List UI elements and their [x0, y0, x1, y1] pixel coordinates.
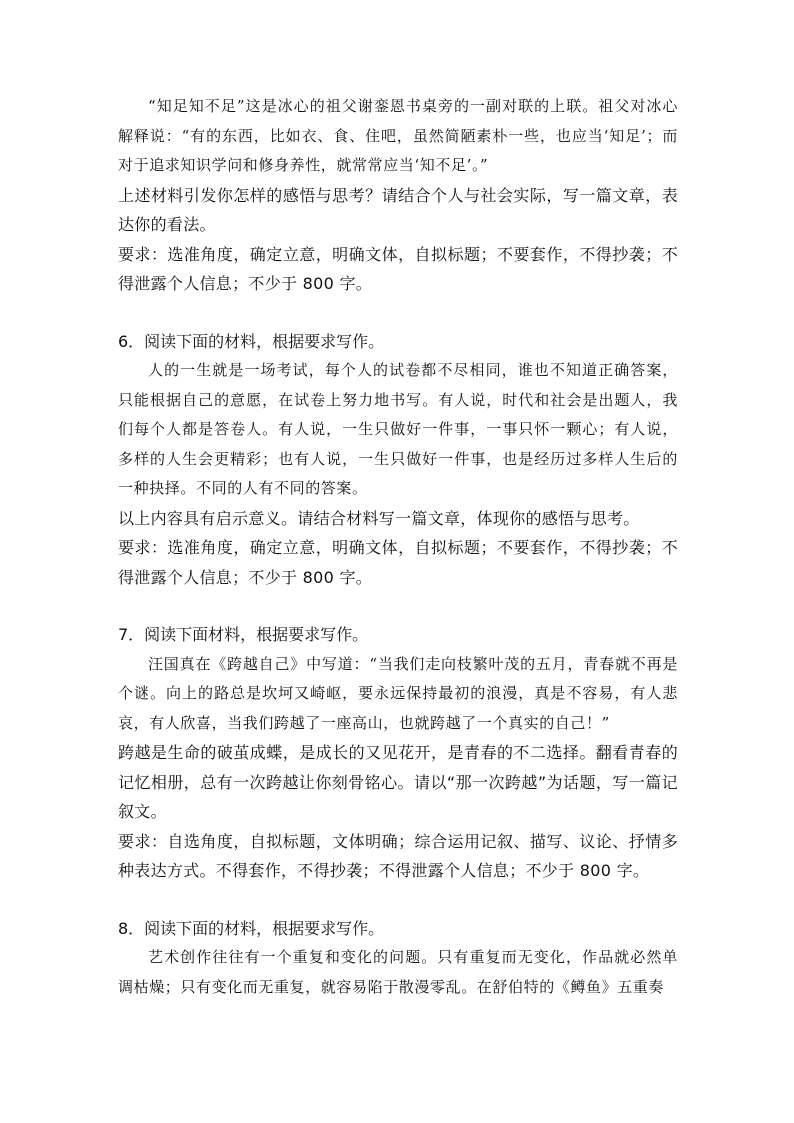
q7-material-quote: 汪国真在《跨越自己》中写道：“当我们走向枝繁叶茂的五月，青春就不再是个谜。向上的路总是坎坷又崎岖，要永远保持最初的浪漫，真是不容易，有人悲哀，有人欣喜，当我们跨越了一座高山，也就跨越了一个真实的自己！”	[118, 654, 678, 732]
q8-material-quote: 艺术创作往往有一个重复和变化的问题。只有重复而无变化，作品就必然单调枯燥；只有变化而无重复，就容易陷于散漫零乱。在舒伯特的《鳟鱼》五重奏	[118, 948, 678, 996]
question-5	[118, 92, 678, 299]
q7-title: 7．阅读下面材料，根据要求写作。	[118, 625, 369, 644]
question-7	[118, 620, 678, 886]
q8-title: 8．阅读下面的材料，根据要求写作。	[118, 918, 385, 938]
q5-writing-prompt: 上述材料引发你怎样的感悟与思考？请结合个人与社会实际，写一篇文章，表达你的看法。	[118, 185, 678, 234]
q6-material-quote: 人的一生就是一场考试，每个人的试卷都不尽相同，谁也不知道正确答案，只能根据自己的意愿，在试卷上努力地书写。有人说，时代和社会是出题人，我们每个人都是答卷人。有人说，一生只做好一件事，一事只怀一颗心；有人说，多样的人生会更精彩；也有人说，一生只做好一件事，也是经历过多样人生后的一种抉择。不同的人有不同的答案。	[118, 361, 678, 497]
question-6	[118, 327, 678, 593]
q7-requirements: 要求：自选角度，自拟标题，文体明确；综合运用记叙、描写、议论、抒情多种表达方式。不得套作，不得抄袭；不得泄露个人信息；不少于 800 字。	[118, 831, 678, 880]
q6-title: 6．阅读下面的材料，根据要求写作。	[118, 331, 385, 351]
question-8	[118, 914, 678, 1003]
document-page	[118, 92, 678, 1002]
q5-material-quote: “知足知不足”这是冰心的祖父谢銮恩书桌旁的一副对联的上联。祖父对冰心解释说：“有的东西，比如衣、食、住吧，虽然简陋素朴一些，也应当‘知足’；而对于追求知识学问和修身养性，就常常应当‘知不足’。”	[118, 97, 678, 174]
q7-writing-prompt: 跨越是生命的破茧成蝶，是成长的又见花开，是青春的不二选择。翻看青春的记忆相册，总有一次跨越让你刻骨铭心。请以“那一次跨越”为话题，写一篇记叙文。	[118, 743, 678, 821]
q5-requirements: 要求：选准角度，确定立意，明确文体，自拟标题；不要套作，不得抄袭；不得泄露个人信息；不少于 800 字。	[118, 244, 678, 293]
q6-writing-prompt: 以上内容具有启示意义。请结合材料写一篇文章，体现你的感悟与思考。	[118, 508, 640, 528]
q6-requirements: 要求：选准角度，确定立意，明确文体，自拟标题；不要套作，不得抄袭；不得泄露个人信息；不少于 800 字。	[118, 538, 678, 587]
